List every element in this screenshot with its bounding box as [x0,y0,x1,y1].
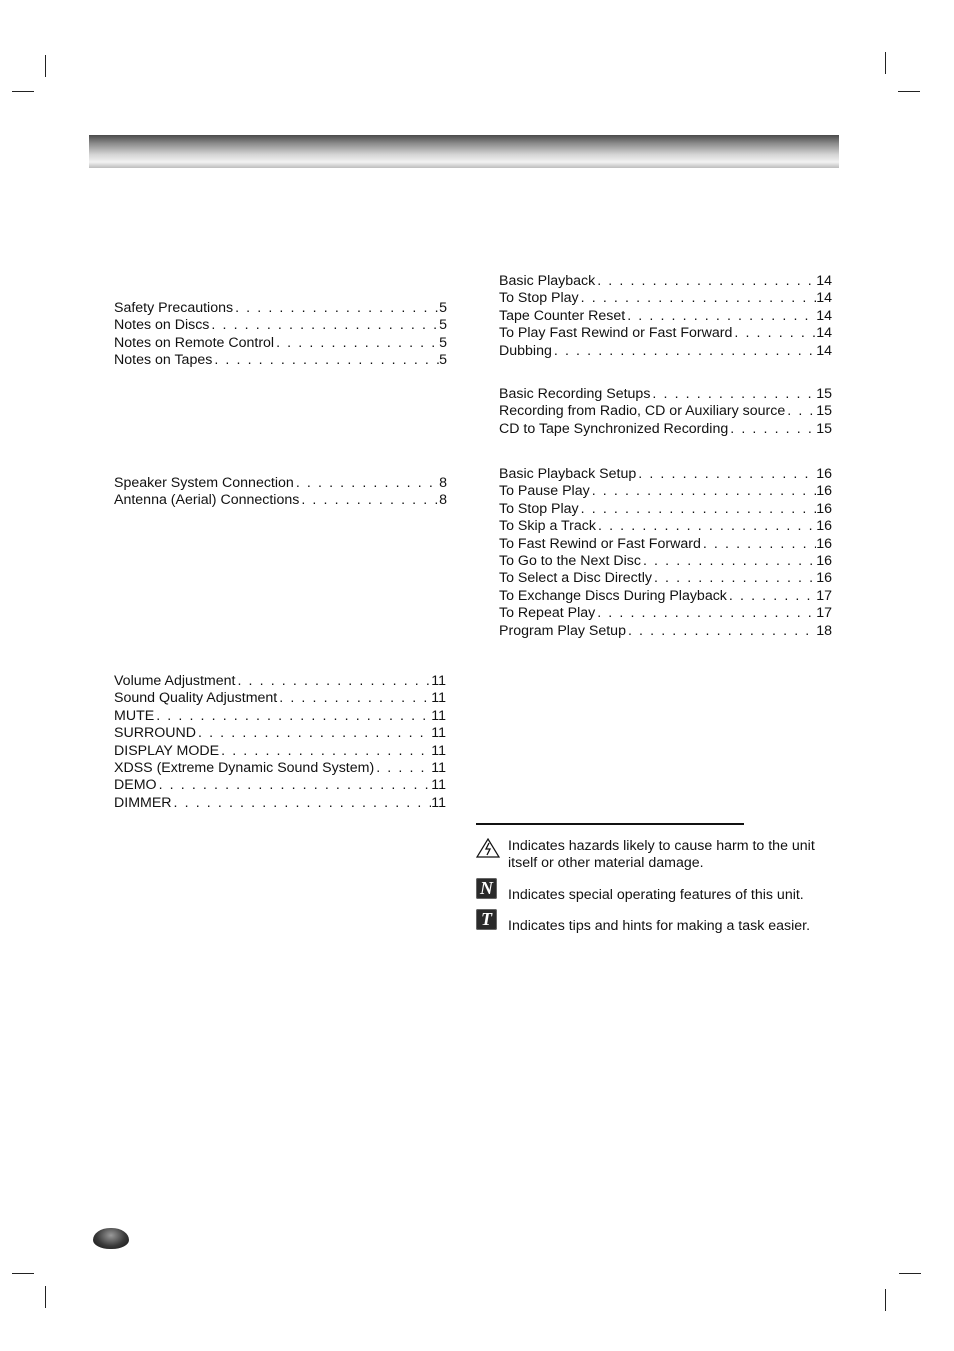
toc-leader-dots [209,317,439,334]
toc-entry-title: Basic Recording Setups [499,386,651,402]
crop-mark-bottom-right-vertical [885,1289,886,1311]
toc-entry-page: 15 [816,420,832,437]
page-number-tab [93,1228,129,1249]
toc-entry-page: 18 [816,622,832,639]
toc-entry-page: 16 [816,466,832,482]
toc-entry-title: Recording from Radio, CD or Auxiliary source [499,403,786,420]
toc-entry [114,777,446,794]
toc-entry-title: To Stop Play [499,500,579,517]
toc-entry-title: Antenna (Aerial) Connections [114,492,300,509]
toc-leader-dots [641,553,816,570]
toc-entry-title: Notes on Discs [114,317,210,334]
toc-entry-title: SURROUND [114,725,196,742]
toc-group-6 [499,466,832,640]
toc-entry [114,760,446,777]
toc-entry-page: 11 [431,707,446,724]
toc-entry [499,290,832,307]
crop-mark-top-right-vertical [885,52,886,74]
toc-entry [499,466,832,483]
toc-group-5 [499,386,832,438]
toc-entry-page: 11 [431,759,446,776]
toc-entry [114,475,447,492]
toc-leader-dots [595,273,816,290]
toc-entry-page: 11 [431,777,446,794]
toc-entry-page: 11 [431,794,446,811]
toc-leader-dots [157,777,432,794]
crop-mark-bottom-left-vertical [45,1286,46,1308]
toc-entry [499,483,832,500]
toc-entry-title: To Pause Play [499,483,590,500]
toc-entry [114,795,446,812]
toc-entry-title: MUTE [114,707,155,724]
toc-entry-title: Speaker System Connection [114,475,294,491]
toc-leader-dots [212,352,439,369]
toc-entry-page: 17 [816,587,832,604]
toc-leader-dots [277,690,431,707]
toc-entry-page: 14 [816,325,832,342]
toc-leader-dots [294,475,439,492]
crop-mark-bottom-right-horizontal [899,1273,921,1274]
toc-entry-title: Notes on Remote Control [114,334,275,351]
toc-entry [114,352,447,369]
toc-leader-dots [299,492,439,509]
toc-entry-page: 14 [816,290,832,307]
toc-entry-title: Dubbing [499,342,552,359]
toc-entry-title: Tape Counter Reset [499,307,626,324]
toc-entry [114,300,447,317]
toc-leader-dots [235,673,431,690]
toc-leader-dots [590,483,817,500]
toc-entry-page: 5 [439,352,447,369]
crop-mark-top-left-vertical [45,55,46,77]
toc-entry [499,308,832,325]
toc-entry-page: 11 [431,690,446,707]
toc-entry [114,743,446,760]
toc-leader-dots [596,518,816,535]
toc-entry-page: 14 [816,273,832,289]
toc-leader-dots [579,501,817,518]
toc-leader-dots [172,795,432,812]
toc-entry [499,273,832,290]
toc-entry-title: To Fast Rewind or Fast Forward [499,535,701,552]
toc-leader-dots [233,300,439,317]
note-icon: N [476,878,497,899]
crop-mark-top-right-horizontal [898,91,920,92]
toc-leader-dots [625,308,816,325]
toc-entry [499,518,832,535]
toc-leader-dots [728,421,816,438]
toc-entry-title: Sound Quality Adjustment [114,690,278,707]
toc-entry-page: 14 [816,307,832,324]
legend-divider [476,823,744,825]
toc-leader-dots [274,335,439,352]
toc-entry-page: 11 [431,742,446,759]
toc-entry [499,588,832,605]
toc-entry [114,492,447,509]
toc-entry-page: 8 [439,492,447,509]
toc-entry [499,403,832,420]
toc-group-2 [114,475,447,510]
toc-entry-title: Safety Precautions [114,300,234,316]
toc-entry [499,501,832,518]
toc-group-3 [114,673,446,812]
toc-entry-title: Volume Adjustment [114,673,236,689]
legend-caution [476,838,836,878]
toc-entry-title: Notes on Tapes [114,352,213,369]
toc-entry-title: To Stop Play [499,290,579,307]
toc-entry [114,673,446,690]
toc-entry-page: 11 [431,673,446,689]
toc-entry [114,317,447,334]
toc-leader-dots [636,466,816,483]
legend-caution-text: Indicates hazards likely to cause harm to the unit itself or other material damage. [508,838,815,872]
toc-entry-title: To Play Fast Rewind or Fast Forward [499,325,733,342]
toc-entry-title: To Repeat Play [499,605,596,622]
header-bar [89,135,839,168]
tip-icon: T [476,909,497,930]
crop-mark-bottom-left-horizontal [12,1273,34,1274]
toc-entry [499,623,832,640]
toc-entry-page: 15 [816,403,832,420]
toc-leader-dots [626,623,816,640]
toc-entry-title: To Go to the Next Disc [499,552,641,569]
crop-mark-top-left-horizontal [12,91,34,92]
toc-leader-dots [579,290,817,307]
toc-entry-title: CD to Tape Synchronized Recording [499,420,729,437]
toc-leader-dots [652,570,816,587]
toc-entry-page: 17 [816,605,832,622]
toc-entry [499,536,832,553]
toc-entry-title: Basic Playback Setup [499,466,637,482]
toc-entry [114,690,446,707]
legend-tip-text: Indicates tips and hints for making a task easier. [508,918,811,934]
toc-entry-title: To Select a Disc Directly [499,570,652,587]
toc-group-4 [499,273,832,360]
toc-leader-dots [701,536,816,553]
toc-entry-page: 16 [816,500,832,517]
toc-entry-title: To Skip a Track [499,518,596,535]
toc-entry [499,570,832,587]
caution-icon [476,838,500,863]
toc-entry [499,605,832,622]
toc-entry-title: Program Play Setup [499,622,626,639]
toc-group-1 [114,300,447,370]
toc-leader-dots [595,605,816,622]
toc-leader-dots [727,588,816,605]
toc-entry [499,553,832,570]
legend-tip [476,909,836,940]
toc-entry-page: 15 [816,386,832,402]
toc-entry [499,421,832,438]
toc-leader-dots [219,743,431,760]
toc-entry [114,708,446,725]
toc-entry [114,725,446,742]
legend-note [476,878,836,909]
toc-entry [499,325,832,342]
toc-entry-page: 16 [816,518,832,535]
toc-entry-page: 8 [439,475,447,491]
toc-entry-page: 5 [439,334,447,351]
toc-entry-title: DISPLAY MODE [114,742,220,759]
toc-entry-title: Basic Playback [499,273,596,289]
toc-leader-dots [785,403,816,420]
toc-entry-page: 16 [816,535,832,552]
toc-entry-title: DIMMER [114,794,172,811]
toc-leader-dots [732,325,816,342]
toc-entry-page: 5 [439,317,447,334]
toc-entry-title: DEMO [114,777,157,794]
toc-entry-page: 14 [816,342,832,359]
toc-entry-page: 11 [431,725,446,742]
toc-leader-dots [196,725,431,742]
legend-note-text: Indicates special operating features of this unit. [508,887,804,903]
toc-entry [499,343,832,360]
toc-leader-dots [374,760,431,777]
toc-entry [114,335,447,352]
toc-leader-dots [552,343,816,360]
toc-entry-title: XDSS (Extreme Dynamic Sound System) [114,759,375,776]
toc-entry-title: To Exchange Discs During Playback [499,587,727,604]
toc-entry-page: 16 [816,552,832,569]
toc-entry-page: 16 [816,483,832,500]
toc-entry-page: 5 [439,300,447,316]
toc-leader-dots [650,386,816,403]
toc-entry [499,386,832,403]
toc-leader-dots [154,708,431,725]
toc-entry-page: 16 [816,570,832,587]
